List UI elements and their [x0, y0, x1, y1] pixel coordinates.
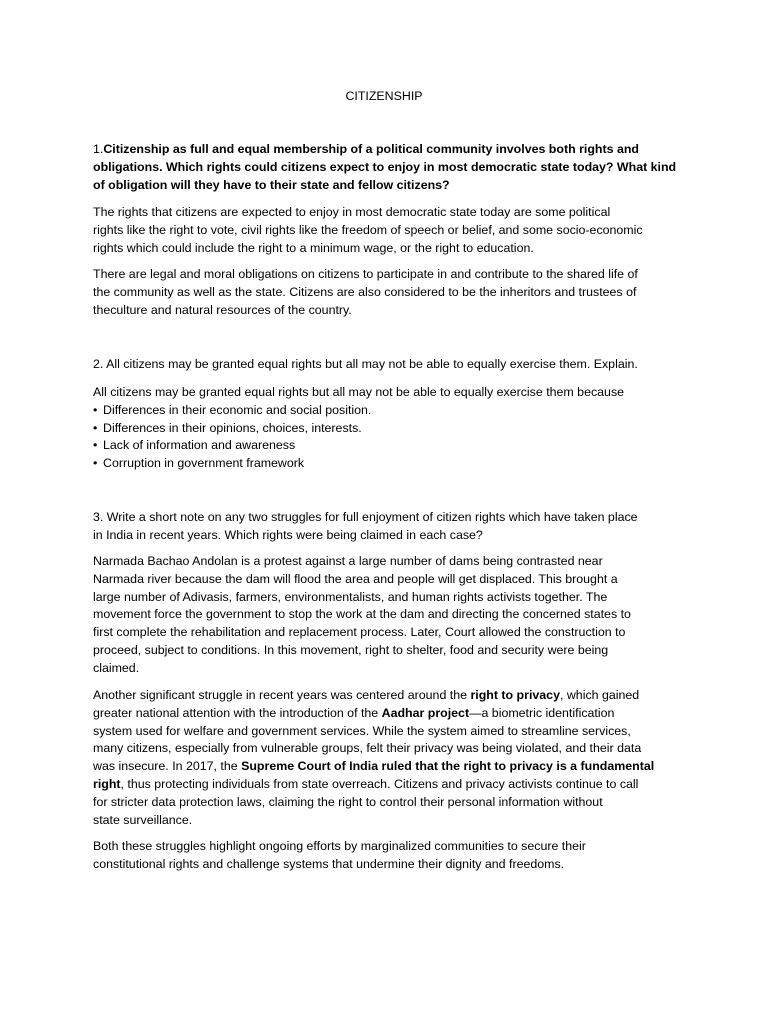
- text-line: Narmada Bachao Andolan is a protest against a large number of dams being contrasted near: [93, 554, 603, 568]
- text-line: [93, 687, 683, 705]
- answer-1-paragraph-2: [93, 266, 683, 319]
- bullet-icon: •: [93, 456, 98, 471]
- list-item: [93, 402, 683, 420]
- answer-2-intro: All citizens may be granted equal rights but all may not be able to equally exercise them because: [93, 385, 625, 399]
- text-line: movement force the government to stop the work at the dam and directing the concerned states to: [93, 607, 631, 622]
- text-line: Narmada river because the dam will flood the area and people will get displaced. This brought a: [93, 571, 618, 586]
- emphasis-right: right: [93, 776, 121, 791]
- question-2-text: 2. All citizens may be granted equal rights but all may not be able to equally exercise them. Explain.: [93, 357, 638, 371]
- question-1-line-2: obligations. Which rights could citizens expect to enjoy in most democratic state today? What kind: [93, 159, 677, 174]
- text-run: Another significant struggle in recent years was centered around the: [93, 688, 471, 702]
- text-line: many citizens, especially from vulnerable groups, felt their privacy was being violated, and their data: [93, 741, 642, 756]
- emphasis-right-to-privacy: right to privacy: [470, 688, 560, 702]
- text-line: Both these struggles highlight ongoing efforts by marginalized communities to secure their: [93, 839, 586, 853]
- bullet-icon: •: [93, 420, 98, 435]
- text-line: 3. Write a short note on any two struggles for full enjoyment of citizen rights which have taken place: [93, 510, 638, 524]
- text-line: large number of Adivasis, farmers, environmentalists, and human rights activists together. The: [93, 589, 608, 604]
- text-line: [93, 758, 683, 776]
- list-item-text: Differences in their economic and social position.: [103, 402, 372, 417]
- list-item: [93, 420, 683, 438]
- text-line: claimed.: [93, 660, 140, 675]
- text-line: [93, 705, 683, 723]
- text-line: for stricter data protection laws, claiming the right to control their personal information without: [93, 794, 603, 809]
- page-title: CITIZENSHIP: [345, 89, 423, 103]
- question-3: [93, 509, 683, 545]
- text-line: There are legal and moral obligations on citizens to participate in and contribute to the shared life of: [93, 267, 638, 281]
- question-1: [93, 141, 683, 194]
- text-line: first complete the rehabilitation and replacement process. Later, Court allowed the construction to: [93, 625, 626, 640]
- answer-2-bullet-list: [93, 402, 683, 473]
- question-1-number: 1.: [93, 142, 104, 156]
- text-line: [93, 776, 683, 794]
- answer-2: [93, 384, 683, 473]
- answer-3-paragraph-1: [93, 553, 683, 678]
- text-run: was insecure. In 2017, the: [93, 759, 242, 774]
- text-run: , which gained: [559, 688, 640, 702]
- text-line: in India in recent years. Which rights were being claimed in each case?: [93, 527, 483, 542]
- list-item-text: Corruption in government framework: [103, 456, 305, 471]
- text-run: , thus protecting individuals from state overreach. Citizens and privacy activists continue to call: [120, 776, 639, 791]
- text-line: the community as well as the state. Citizens are also considered to be the inheritors and trustees of: [93, 284, 637, 299]
- text-line: rights like the right to vote, civil rights like the freedom of speech or belief, and some socio-economic: [93, 222, 643, 237]
- list-item: [93, 455, 683, 473]
- text-line: The rights that citizens are expected to enjoy in most democratic state today are some political: [93, 205, 611, 219]
- answer-3-paragraph-3: [93, 838, 683, 874]
- text-run: —a biometric identification: [469, 705, 615, 720]
- list-item-text: Differences in their opinions, choices, interests.: [103, 420, 362, 435]
- text-line: proceed, subject to conditions. In this movement, right to shelter, food and security were being: [93, 642, 609, 657]
- list-item-text: Lack of information and awareness: [103, 438, 296, 453]
- text-line: rights which could include the right to a minimum wage, or the right to education.: [93, 240, 534, 255]
- emphasis-supreme-court-ruling: Supreme Court of India ruled that the right to privacy is a fundamental: [241, 759, 655, 774]
- text-line: state surveillance.: [93, 812, 193, 827]
- question-1-line-1: Citizenship as full and equal membership of a political community involves both rights and: [103, 142, 639, 156]
- question-1-line-3: of obligation will they have to their state and fellow citizens?: [93, 177, 450, 192]
- text-line: constitutional rights and challenge systems that undermine their dignity and freedoms.: [93, 856, 565, 871]
- bullet-icon: •: [93, 438, 98, 453]
- text-line: system used for welfare and government services. While the system aimed to streamline services,: [93, 723, 631, 738]
- emphasis-aadhar-project: Aadhar project: [381, 705, 470, 720]
- bullet-icon: •: [93, 402, 98, 417]
- text-line: theculture and natural resources of the country.: [93, 302, 352, 317]
- answer-1-paragraph-1: [93, 204, 683, 257]
- text-run: greater national attention with the introduction of the: [93, 705, 382, 720]
- list-item: [93, 437, 683, 455]
- answer-3-paragraph-2: [93, 687, 683, 829]
- question-2: [93, 356, 683, 374]
